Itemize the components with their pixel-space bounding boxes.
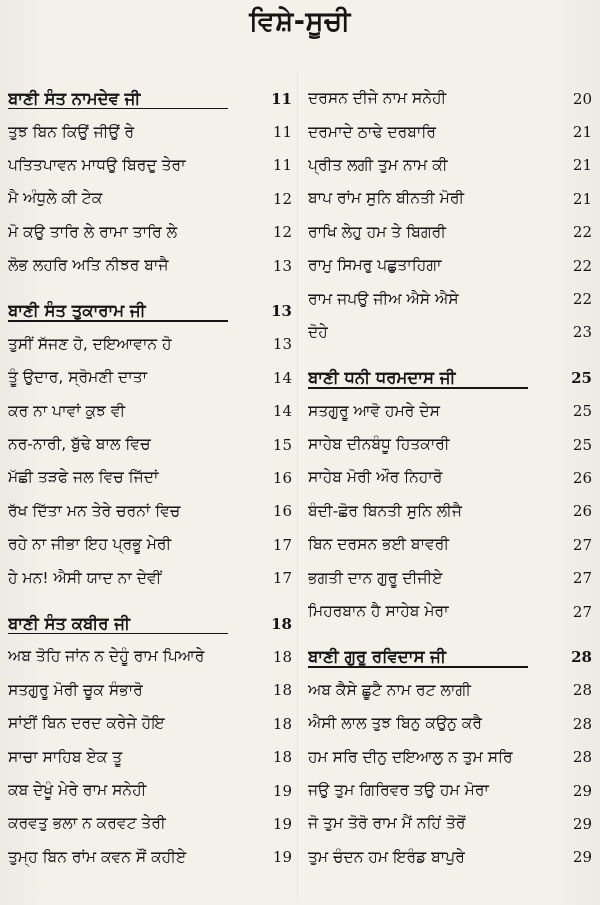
toc-section-heading bbox=[8, 82, 292, 115]
toc-right-column bbox=[308, 82, 592, 874]
toc-entry bbox=[308, 428, 592, 461]
page-number: 26 bbox=[572, 468, 592, 487]
toc-section-heading bbox=[8, 294, 292, 327]
toc-entry bbox=[308, 528, 592, 561]
entry-title: ਅਬ ਤੋਹਿ ਜਾਂਨ ਨ ਦੇਹੂੰ ਰਾਮ ਪਿਆਰੇ bbox=[8, 647, 205, 666]
entry-title: ਰਾਮ ਜਪਉ ਜੀਅ ਐਸੇ ਐਸੇ bbox=[308, 289, 459, 308]
toc-entry bbox=[308, 115, 592, 148]
page-number: 18 bbox=[272, 647, 292, 666]
entry-title: ਪ੍ਰੀਤ ਲਗੀ ਤੁਮ ਨਾਮ ਕੀ bbox=[308, 155, 448, 174]
page-number: 26 bbox=[572, 502, 592, 521]
page-number: 17 bbox=[272, 569, 292, 588]
toc-entry bbox=[8, 216, 292, 249]
page-number: 12 bbox=[272, 189, 292, 208]
page-number: 22 bbox=[572, 290, 592, 309]
page-number: 19 bbox=[272, 814, 292, 833]
entry-title: ਪਤਿਤਪਾਵਨ ਮਾਧਉ ਬਿਰਦੁ ਤੇਰਾ bbox=[8, 155, 186, 174]
page-number: 11 bbox=[271, 89, 292, 108]
entry-title: ਸਾਚਾ ਸਾਹਿਬ ਏਕ ਤੂ bbox=[8, 747, 123, 766]
entry-title: ਬੰਦੀ-ਛੋਰ ਬਿਨਤੀ ਸੁਨਿ ਲੀਜੈ bbox=[308, 501, 462, 520]
page-number: 18 bbox=[272, 748, 292, 767]
toc-section-heading bbox=[308, 361, 592, 394]
toc-entry bbox=[8, 182, 292, 215]
entry-title: ਬਾਪ ਰਾਂਮ ਸੁਨਿ ਬੀਨਤੀ ਮੋਰੀ bbox=[308, 189, 465, 208]
page-number: 13 bbox=[272, 256, 292, 275]
page-number: 21 bbox=[572, 123, 592, 142]
section-title: ਬਾਣੀ ਸੰਤ ਕਬੀਰ ਜੀ bbox=[8, 613, 130, 633]
toc-entry bbox=[8, 841, 292, 874]
page-number: 21 bbox=[572, 156, 592, 175]
toc-entry bbox=[308, 841, 592, 874]
entry-title: ਨਰ-ਨਾਰੀ, ਬੁੱਢੇ ਬਾਲ ਵਿਚ bbox=[8, 435, 151, 454]
entry-title: ਤੂੰ ਉਦਾਰ, ਸ੍ਰੋਮਣੀ ਦਾਤਾ bbox=[8, 368, 148, 387]
toc-entry bbox=[308, 282, 592, 315]
page-number: 14 bbox=[272, 402, 292, 421]
page-number: 21 bbox=[572, 189, 592, 208]
page-number: 13 bbox=[272, 335, 292, 354]
section-title: ਬਾਣੀ ਸੰਤ ਤੁਕਾਰਾਮ ਜੀ bbox=[8, 301, 146, 321]
toc-entry bbox=[308, 707, 592, 740]
section-title: ਬਾਣੀ ਧਨੀ ਧਰਮਦਾਸ ਜੀ bbox=[308, 367, 456, 387]
entry-title: ਸਤਗੁਰੂ ਮੋਰੀ ਚੂਕ ਸੰਭਾਰੋ bbox=[8, 680, 143, 699]
page-number: 28 bbox=[572, 714, 592, 733]
toc-entry bbox=[8, 707, 292, 740]
entry-title: ਮਿਹਰਬਾਨ ਹੈ ਸਾਹੇਬ ਮੇਰਾ bbox=[308, 602, 449, 621]
page-number: 19 bbox=[272, 848, 292, 867]
toc-entry bbox=[308, 395, 592, 428]
page-number: 28 bbox=[572, 748, 592, 767]
column-divider bbox=[297, 70, 298, 900]
entry-title: ਤੁਸੀਂ ਸੱਜਣ ਹੋ, ਦਇਆਵਾਨ ਹੋ bbox=[8, 334, 172, 353]
toc-section-heading bbox=[8, 607, 292, 640]
page-number: 17 bbox=[272, 535, 292, 554]
entry-title: ਦਰਸਨ ਦੀਜੇ ਨਾਮ ਸਨੇਹੀ bbox=[308, 89, 447, 108]
entry-title: ਕਬ ਦੇਖੂੰ ਮੇਰੇ ਰਾਮ ਸਨੇਹੀ bbox=[8, 781, 147, 799]
page-number: 25 bbox=[572, 402, 592, 421]
section-gap bbox=[8, 595, 292, 607]
entry-title: ਮੋ ਕਉ ਤਾਰਿ ਲੇ ਰਾਮਾ ਤਾਰਿ ਲੇ bbox=[8, 222, 178, 241]
toc-entry bbox=[308, 149, 592, 182]
toc-entry bbox=[8, 528, 292, 561]
toc-entry bbox=[308, 316, 592, 349]
entry-title: ਹੇ ਮਨ! ਐਸੀ ਯਾਦ ਨਾ ਦੇਵੀਂ bbox=[8, 568, 162, 587]
toc-entry bbox=[8, 328, 292, 361]
page-number: 23 bbox=[572, 323, 592, 342]
toc-entry bbox=[308, 740, 592, 773]
section-gap bbox=[308, 628, 592, 640]
toc-entry bbox=[8, 249, 292, 282]
entry-title: ਅਬ ਕੈਸੇ ਛੂਟੈ ਨਾਮ ਰਟ ਲਾਗੀ bbox=[308, 680, 471, 699]
page-number: 11 bbox=[272, 156, 292, 175]
page-number: 16 bbox=[272, 468, 292, 487]
page-number: 27 bbox=[572, 602, 592, 621]
page-title: ਵਿਸ਼ੇ-ਸੂਚੀ bbox=[249, 6, 351, 37]
page-number: 18 bbox=[272, 681, 292, 700]
entry-title: ਰਾਮੁ ਸਿਮਰੁ ਪਛੁਤਾਹਿਗਾ bbox=[308, 256, 442, 275]
entry-title: ਤੁਮ ਚੰਦਨ ਹਮ ਇਰੰਡ ਬਾਪੁਰੇ bbox=[308, 847, 465, 866]
entry-title: ਭਗਤੀ ਦਾਨ ਗੁਰੂ ਦੀਜੀਏ bbox=[308, 568, 443, 587]
toc-entry bbox=[308, 495, 592, 528]
page-number: 18 bbox=[272, 714, 292, 733]
page-number: 11 bbox=[272, 123, 292, 142]
page-number: 29 bbox=[572, 814, 592, 833]
page-number: 22 bbox=[572, 223, 592, 242]
entry-title: ਸਾਹੇਬ ਮੋਰੀ ਔਰ ਨਿਹਾਰੋ bbox=[308, 468, 443, 487]
section-title: ਬਾਣੀ ਸੰਤ ਨਾਮਦੇਵ ਜੀ bbox=[8, 88, 141, 108]
entry-title: ਲੋਭ ਲਹਰਿ ਅਤਿ ਨੀਝਰ ਬਾਜੈ bbox=[8, 256, 169, 275]
toc-entry bbox=[8, 149, 292, 182]
toc-entry bbox=[308, 249, 592, 282]
entry-title: ਮੈ ਅੰਧੁਲੇ ਕੀ ਟੇਕ bbox=[8, 189, 103, 208]
page-number: 25 bbox=[572, 435, 592, 454]
toc-entry bbox=[8, 561, 292, 594]
page-number: 12 bbox=[272, 223, 292, 242]
toc-entry bbox=[8, 361, 292, 394]
section-title: ਬਾਣੀ ਗੁਰੂ ਰਵਿਦਾਸ ਜੀ bbox=[308, 646, 446, 666]
page-number: 19 bbox=[272, 781, 292, 800]
entry-title: ਜਉ ਤੁਮ ਗਿਰਿਵਰ ਤਉ ਹਮ ਮੋਰਾ bbox=[308, 781, 489, 799]
entry-title: ਹਮ ਸਰਿ ਦੀਨੁ ਦਇਆਲੁ ਨ ਤੁਮ ਸਰਿ bbox=[308, 747, 513, 766]
page-number: 27 bbox=[572, 569, 592, 588]
toc-entry bbox=[8, 774, 292, 807]
entry-title: ਰੱਖ ਦਿੱਤਾ ਮਨ ਤੇਰੇ ਚਰਨਾਂ ਵਿਚ bbox=[8, 501, 181, 520]
toc-entry bbox=[8, 640, 292, 673]
toc-entry bbox=[308, 674, 592, 707]
entry-title: ਰਾਖਿ ਲੇਹੁ ਹਮ ਤੇ ਬਿਗਰੀ bbox=[308, 222, 446, 241]
toc-entry bbox=[8, 674, 292, 707]
entry-title: ਬਿਨ ਦਰਸਨ ਭਈ ਬਾਵਰੀ bbox=[308, 535, 449, 554]
entry-title: ਰਹੇ ਨਾ ਜੀਭਾ ਇਹ ਪ੍ਰਭੂ ਮੇਰੀ bbox=[8, 535, 172, 554]
page-number: 16 bbox=[272, 502, 292, 521]
toc-entry bbox=[8, 115, 292, 148]
entry-title: ਤੁਝ ਬਿਨ ਕਿਉਂ ਜੀਉਂ ਰੇ bbox=[8, 122, 135, 141]
toc-entry bbox=[308, 595, 592, 628]
toc-entry bbox=[8, 395, 292, 428]
toc-entry bbox=[308, 461, 592, 494]
entry-title: ਕਰ ਨਾ ਪਾਵਾਂ ਕੁਝ ਵੀ bbox=[8, 401, 126, 420]
page-number: 27 bbox=[572, 535, 592, 554]
page-number: 22 bbox=[572, 256, 592, 275]
page-number: 28 bbox=[572, 681, 592, 700]
page-number: 15 bbox=[272, 435, 292, 454]
entry-title: ਕਰਵਤੁ ਭਲਾ ਨ ਕਰਵਟ ਤੇਰੀ bbox=[8, 814, 166, 833]
entry-title: ਐਸੀ ਲਾਲ ਤੁਝ ਬਿਨੁ ਕਉਨੁ ਕਰੈ bbox=[308, 714, 482, 733]
toc-entry bbox=[8, 740, 292, 773]
page-number: 25 bbox=[571, 368, 592, 387]
page-number: 13 bbox=[271, 302, 292, 321]
section-gap bbox=[308, 349, 592, 361]
toc-section-heading bbox=[308, 640, 592, 673]
toc-entry bbox=[308, 216, 592, 249]
page-number: 18 bbox=[271, 614, 292, 633]
page-number: 29 bbox=[572, 781, 592, 800]
toc-entry bbox=[308, 774, 592, 807]
toc-entry bbox=[308, 82, 592, 115]
section-gap bbox=[8, 282, 292, 294]
toc-entry bbox=[308, 807, 592, 840]
entry-title: ਦੋਹੇ bbox=[308, 322, 328, 341]
entry-title: ਦਰਮਾਦੇ ਠਾਢੇ ਦਰਬਾਰਿ bbox=[308, 122, 436, 141]
toc-entry bbox=[8, 495, 292, 528]
toc-entry bbox=[8, 428, 292, 461]
entry-title: ਮੱਛੀ ਤੜਫੇ ਜਲ ਵਿਚ ਜਿੱਦਾਂ bbox=[8, 468, 159, 487]
entry-title: ਸਾਂਈਂ ਬਿਨ ਦਰਦ ਕਰੇਜੇ ਹੋਇ bbox=[8, 714, 165, 733]
entry-title: ਸਾਹੇਬ ਦੀਨਬੰਧੂ ਹਿਤਕਾਰੀ bbox=[308, 435, 450, 454]
toc-entry bbox=[8, 461, 292, 494]
page-number: 28 bbox=[571, 647, 592, 666]
entry-title: ਜੋ ਤੁਮ ਤੋਰੋ ਰਾਮ ਮੈਂ ਨਹਿਂ ਤੋਰੋਂ bbox=[308, 814, 466, 833]
page-number: 29 bbox=[572, 848, 592, 867]
entry-title: ਤੁਮ੍ਹ ਬਿਨ ਰਾਂਮ ਕਵਨ ਸੌਂ ਕਹੀਏ bbox=[8, 847, 187, 866]
page-number: 20 bbox=[572, 89, 592, 108]
toc-left-column bbox=[8, 82, 292, 874]
page-number: 14 bbox=[272, 368, 292, 387]
toc-entry bbox=[8, 807, 292, 840]
toc-entry bbox=[308, 561, 592, 594]
toc-entry bbox=[308, 182, 592, 215]
entry-title: ਸਤਗੁਰੂ ਆਵੋ ਹਮਰੇ ਦੇਸ bbox=[308, 401, 440, 420]
